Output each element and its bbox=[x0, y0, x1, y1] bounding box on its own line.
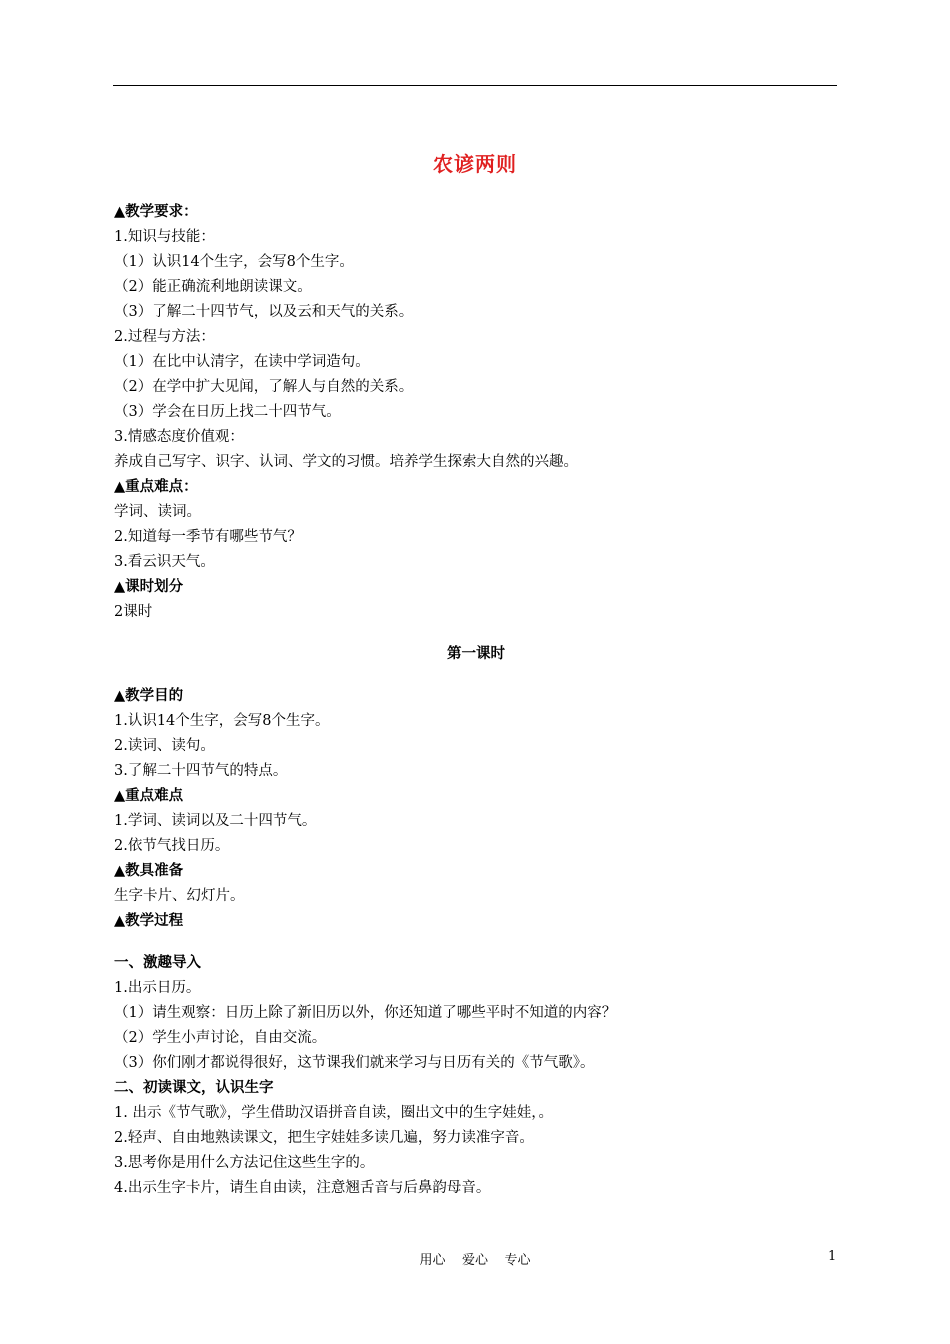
page-footer: 用心 爱心 专心 bbox=[419, 1253, 531, 1268]
text-line: （3）了解二十四节气，以及云和天气的关系。 bbox=[114, 304, 414, 320]
text-line: （1）认识14个生字，会写8个生字。 bbox=[114, 254, 354, 270]
text-line: （2）在学中扩大见闻，了解人与自然的关系。 bbox=[114, 379, 414, 395]
heading-teaching-aids: ▲教具准备 bbox=[114, 863, 184, 879]
spacer bbox=[114, 667, 838, 684]
text-line: （3）学会在日历上找二十四节气。 bbox=[114, 404, 341, 420]
section-heading-first-lesson: 第一课时 bbox=[447, 646, 505, 662]
text-line: 1.学词、读词以及二十四节气。 bbox=[114, 813, 317, 829]
text-line: 3.思考你是用什么方法记住这些生字的。 bbox=[114, 1155, 375, 1171]
text-line: 1.出示日历。 bbox=[114, 980, 201, 996]
text-line: 学词、读词。 bbox=[114, 504, 201, 520]
text-line: 养成自己写字、识字、认词、学文的习惯。培养学生探索大自然的兴趣。 bbox=[114, 454, 578, 470]
text-line: 2.过程与方法： bbox=[114, 329, 215, 345]
subheading-introduction: 一、激趣导入 bbox=[114, 955, 201, 971]
text-line: 1. 出示《节气歌》，学生借助汉语拼音自读，圈出文中的生字娃娃，。 bbox=[114, 1105, 553, 1121]
page-number: 1 bbox=[828, 1249, 837, 1264]
heading-key-difficulties-2: ▲重点难点 bbox=[114, 788, 184, 804]
document-title: 农谚两则 bbox=[433, 152, 517, 176]
text-line: 2.轻声、自由地熟读课文，把生字娃娃多读几遍，努力读准字音。 bbox=[114, 1130, 534, 1146]
text-line: 1.知识与技能： bbox=[114, 229, 215, 245]
text-line: 2.读词、读句。 bbox=[114, 738, 215, 754]
subheading-first-reading: 二、初读课文，认识生字 bbox=[114, 1080, 274, 1096]
heading-teaching-requirements: ▲教学要求： bbox=[114, 204, 198, 220]
text-line: 3.看云识天气。 bbox=[114, 554, 215, 570]
heading-teaching-goals: ▲教学目的 bbox=[114, 688, 184, 704]
text-line: （1）在比中认清字，在读中学词造句。 bbox=[114, 354, 370, 370]
text-line: 2.依节气找日历。 bbox=[114, 838, 230, 854]
text-line: 生字卡片、幻灯片。 bbox=[114, 888, 245, 904]
heading-teaching-process: ▲教学过程 bbox=[114, 913, 184, 929]
heading-key-difficulties: ▲重点难点： bbox=[114, 479, 198, 495]
text-line: 4.出示生字卡片，请生自由读，注意翘舌音与后鼻韵母音。 bbox=[114, 1180, 491, 1196]
heading-lesson-division: ▲课时划分 bbox=[114, 579, 184, 595]
text-line: （3）你们刚才都说得很好，这节课我们就来学习与日历有关的《节气歌》。 bbox=[114, 1055, 595, 1071]
text-line: 3.情感态度价值观： bbox=[114, 429, 244, 445]
text-line: 3.了解二十四节气的特点。 bbox=[114, 763, 288, 779]
spacer bbox=[114, 934, 838, 951]
text-line: 2.知道每一季节有哪些节气？ bbox=[114, 529, 302, 545]
document-body bbox=[114, 200, 838, 1201]
text-line: 1.认识14个生字，会写8个生字。 bbox=[114, 713, 330, 729]
text-line: （2）学生小声讨论，自由交流。 bbox=[114, 1030, 327, 1046]
text-line: （2）能正确流利地朗读课文。 bbox=[114, 279, 312, 295]
text-line: 2课时 bbox=[114, 604, 153, 620]
header-rule bbox=[113, 85, 837, 86]
text-line: （1）请生观察：日历上除了新旧历以外，你还知道了哪些平时不知道的内容？ bbox=[114, 1005, 617, 1021]
spacer bbox=[114, 625, 838, 642]
